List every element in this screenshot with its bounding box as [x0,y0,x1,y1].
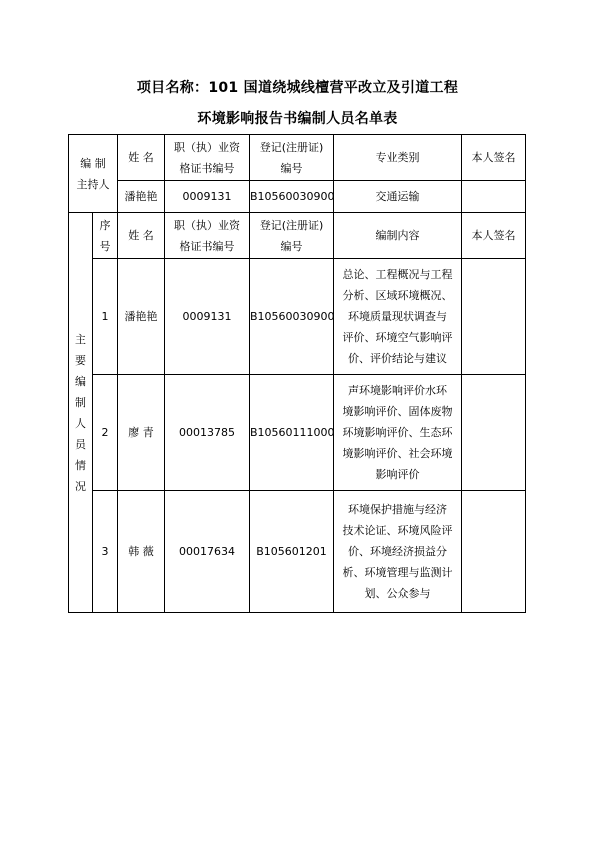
host-reg-no: B10560030900 [250,181,334,213]
host-section-label: 编 制 主持人 [69,135,118,213]
staff-seq: 1 [93,259,118,375]
host-col-name: 姓 名 [118,135,165,181]
staff-signature [462,259,526,375]
host-col-category: 专业类别 [334,135,462,181]
staff-seq: 3 [93,491,118,613]
staff-signature [462,375,526,491]
host-col-signature: 本人签名 [462,135,526,181]
staff-content: 环境保护措施与经济 技术论证、环境风险评 价、环境经济损益分 析、环境管理与监测计 划、公众参与 [334,491,462,613]
staff-reg-no: B10560111000 [250,375,334,491]
staff-col-name: 姓 名 [118,213,165,259]
staff-col-seq: 序 号 [93,213,118,259]
host-name: 潘艳艳 [118,181,165,213]
staff-reg-no: B105601201 [250,491,334,613]
staff-col-content: 编制内容 [334,213,462,259]
staff-name: 廖 青 [118,375,165,491]
table-title: 环境影响报告书编制人员名单表 [197,111,398,127]
staff-col-cert: 职（执）业资 格证书编号 [165,213,250,259]
host-signature [462,181,526,213]
staff-seq: 2 [93,375,118,491]
staff-cert-no: 00013785 [165,375,250,491]
staff-signature [462,491,526,613]
staff-name: 韩 薇 [118,491,165,613]
staff-cert-no: 0009131 [165,259,250,375]
table-row [69,375,526,491]
project-title: 项目名称：101 国道绕城线檀营平改立及引道工程 [136,80,459,96]
host-col-reg: 登记(注册证) 编号 [250,135,334,181]
staff-content: 声环境影响评价水环 境影响评价、固体废物 环境影响评价、生态环 境影响评价、社会环境 影响评价 [334,375,462,491]
staff-reg-no: B10560030900 [250,259,334,375]
staff-col-signature: 本人签名 [462,213,526,259]
staff-section-label: 主 要 编 制 人 员 情 况 [69,213,93,613]
staff-cert-no: 00017634 [165,491,250,613]
table-row [69,491,526,613]
host-cert-no: 0009131 [165,181,250,213]
staff-name: 潘艳艳 [118,259,165,375]
staff-content: 总论、工程概况与工程 分析、区域环境概况、 环境质量现状调查与 评价、环境空气影响评 价、评价结论与建议 [334,259,462,375]
host-col-cert: 职（执）业资 格证书编号 [165,135,250,181]
table-row [69,181,526,213]
host-category: 交通运输 [334,181,462,213]
table-row [69,259,526,375]
staff-table [68,134,526,613]
staff-col-reg: 登记(注册证) 编号 [250,213,334,259]
